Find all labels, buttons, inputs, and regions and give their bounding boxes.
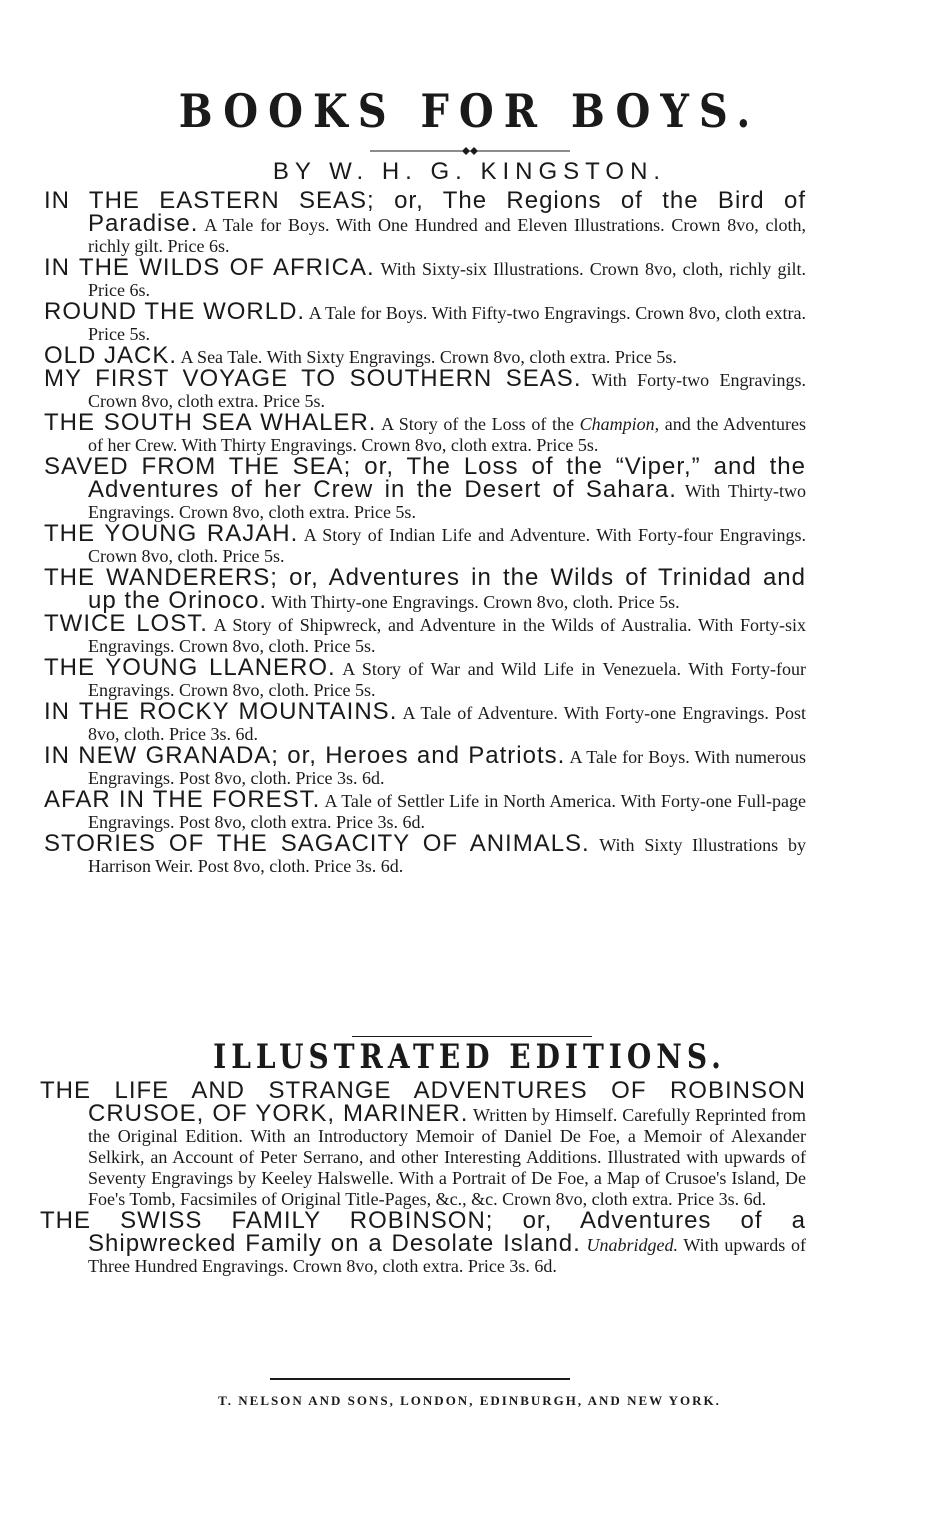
- book-description: With Sixty Illustrations by Harrison Weir. Post 8vo, cloth. Price 3s. 6d.: [88, 835, 806, 876]
- edition-note-italic: Unabridged.: [586, 1235, 678, 1255]
- book-description: A Story of War and Wild Life in Venezuela. With Forty-four Engravings. Crown 8vo, cloth. Price 5s.: [88, 659, 807, 700]
- book-description: With Thirty-one Engravings. Crown 8vo, cloth. Price 5s.: [271, 592, 680, 612]
- book-entry: [44, 453, 806, 523]
- book-entry: [44, 786, 806, 833]
- book-description: A Tale of Adventure. With Forty-one Engravings. Post 8vo, cloth. Price 3s. 6d.: [88, 703, 806, 744]
- book-description: A Sea Tale. With Sixty Engravings. Crown 8vo, cloth extra. Price 5s.: [180, 347, 677, 367]
- book-entry: [44, 187, 806, 257]
- book-title: IN NEW GRANADA; or, Heroes and Patriots.: [44, 742, 566, 769]
- book-description: With Sixty-six Illustrations. Crown 8vo, cloth, richly gilt. Price 6s.: [88, 259, 806, 300]
- book-entry: [40, 1077, 806, 1210]
- section-heading: ILLUSTRATED EDITIONS.: [213, 1036, 726, 1077]
- book-entry: [40, 1207, 806, 1277]
- book-title: SAVED FROM THE SEA; or, The Loss of the “Viper,” and the Adventures of her Crew in the Desert of Sahara.: [44, 453, 806, 503]
- book-title: THE LIFE AND STRANGE ADVENTURES OF ROBINSON CRUSOE, OF YORK, MARINER.: [40, 1077, 806, 1127]
- book-entry: [44, 520, 806, 567]
- book-description: A Tale for Boys. With One Hundred and Eleven Illustrations. Crown 8vo, cloth, richly gilt. Price 6s.: [88, 215, 806, 256]
- book-description-prefix: A Story of the Loss of the: [381, 414, 574, 434]
- book-description: With Forty-two Engravings. Crown 8vo, cloth extra. Price 5s.: [88, 370, 806, 411]
- book-title: TWICE LOST.: [44, 610, 208, 637]
- book-entry: [44, 409, 806, 456]
- ornament-rule: [370, 147, 570, 155]
- book-description: A Story of Indian Life and Adventure. With Forty-four Engravings. Crown 8vo, cloth. Price 5s.: [88, 525, 806, 566]
- book-description: A Tale for Boys. With numerous Engravings. Post 8vo, cloth. Price 3s. 6d.: [88, 747, 806, 788]
- book-title: IN THE ROCKY MOUNTAINS.: [44, 698, 398, 725]
- illustrated-book-list: [40, 1077, 806, 1277]
- kingston-book-list: [44, 187, 807, 877]
- book-title: ROUND THE WORLD.: [44, 298, 306, 325]
- book-description: A Story of Shipwreck, and Adventure in the Wilds of Australia. With Forty-six Engravings. Crown 8vo, cloth. Price 5s.: [88, 615, 806, 656]
- book-entry: [44, 698, 806, 745]
- author-byline: BY W. H. G. KINGSTON.: [272, 158, 667, 185]
- book-entry: [44, 654, 807, 701]
- book-title: THE YOUNG LLANERO.: [44, 654, 336, 681]
- book-description: With Thirty-two Engravings. Crown 8vo, cloth extra. Price 5s.: [88, 481, 806, 522]
- book-entry: [44, 564, 806, 614]
- book-description: A Tale of Settler Life in North America. With Forty-one Full-page Engravings. Post 8vo, cloth extra. Price 3s. 6d.: [88, 791, 806, 832]
- book-entry: [44, 254, 806, 301]
- book-description: A Tale for Boys. With Fifty-two Engravings. Crown 8vo, cloth extra. Price 5s.: [88, 303, 806, 344]
- book-title: AFAR IN THE FOREST.: [44, 786, 321, 813]
- book-title: THE WANDERERS; or, Adventures in the Wilds of Trinidad and up the Orinoco.: [44, 564, 806, 614]
- book-entry: [44, 610, 806, 657]
- book-title: THE SOUTH SEA WHALER.: [44, 409, 377, 436]
- book-description: and the Adventures of her Crew. With Thirty Engravings. Crown 8vo, cloth extra. Price 5s.: [88, 414, 806, 455]
- book-entry: [44, 742, 806, 789]
- ship-name-italic: Champion,: [579, 414, 660, 434]
- page-title: BOOKS FOR BOYS.: [178, 84, 761, 139]
- book-title: STORIES OF THE SAGACITY OF ANIMALS.: [44, 830, 590, 857]
- publisher-imprint: T. NELSON AND SONS, LONDON, EDINBURGH, AND NEW YORK.: [218, 1393, 721, 1408]
- book-title: MY FIRST VOYAGE TO SOUTHERN SEAS.: [44, 365, 582, 392]
- book-title: THE SWISS FAMILY ROBINSON; or, Adventures of a Shipwrecked Family on a Desolate Island.: [40, 1207, 806, 1257]
- book-title: OLD JACK.: [44, 342, 178, 369]
- book-entry: [44, 830, 806, 877]
- footer-divider: [270, 1378, 570, 1380]
- book-description: Written by Himself. Carefully Reprinted from the Original Edition. With an Introductory Memoir of Daniel De Foe, a Memoir of Alexander Selkirk, an Account of Peter Serrano, and other Interesting Additions. Illustrated with upwards of Seventy Engravings by Keeley Halswelle. With a Portrait of De Foe, a Map of Crusoe's Island, De Foe's Tomb, Facsimiles of Original Title-Pages, &c., &c. Crown 8vo, cloth extra. Price 3s. 6d.: [88, 1105, 806, 1209]
- book-description: With upwards of Three Hundred Engravings. Crown 8vo, cloth extra. Price 3s. 6d.: [88, 1235, 806, 1276]
- book-entry: [44, 365, 806, 412]
- book-entry: [44, 298, 806, 345]
- book-title: IN THE WILDS OF AFRICA.: [44, 254, 375, 281]
- book-title: THE YOUNG RAJAH.: [44, 520, 299, 547]
- book-title: IN THE EASTERN SEAS; or, The Regions of the Bird of Paradise.: [44, 187, 806, 237]
